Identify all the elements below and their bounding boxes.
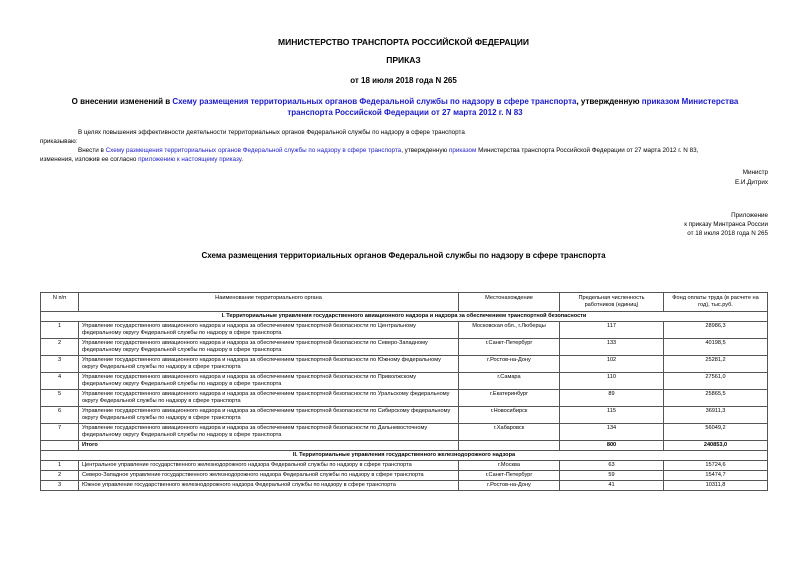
row-number: 4 <box>41 373 79 390</box>
appendix-line3: от 18 июля 2018 года N 265 <box>687 230 768 237</box>
total-label: Итого <box>79 441 459 451</box>
table-row <box>41 461 768 471</box>
row-fund: 10311,8 <box>664 481 768 491</box>
row-number: 5 <box>41 390 79 407</box>
row-location: г.Москва <box>459 461 560 471</box>
row-staff: 117 <box>560 322 664 339</box>
schema-title: Схема размещения территориальных органов Федеральной службы по надзору в сфере транспорта <box>201 251 606 260</box>
row-name: Управление государственного авиационного надзора и надзора за обеспечением транспортной безопасности по Северо-Западному федеральному округу Федеральной службы по надзору в сфере транспорта <box>79 339 459 356</box>
row-number: 3 <box>41 481 79 491</box>
row-location: г.Санкт-Петербург <box>459 339 560 356</box>
row-location: г.Самара <box>459 373 560 390</box>
table-row <box>41 390 768 407</box>
table-row <box>41 424 768 441</box>
row-fund: 15474,7 <box>664 471 768 481</box>
row-staff: 102 <box>560 356 664 373</box>
row-fund: 25281,2 <box>664 356 768 373</box>
row-staff: 59 <box>560 471 664 481</box>
doc-type-heading: ПРИКАЗ <box>386 55 421 65</box>
row-fund: 15724,6 <box>664 461 768 471</box>
table-row <box>41 356 768 373</box>
row-fund: 25865,5 <box>664 390 768 407</box>
section-row-railway <box>41 451 768 461</box>
row-staff: 63 <box>560 461 664 471</box>
header-name: Наименование территориального органа <box>79 293 459 312</box>
row-location: г.Ростов-на-Дону <box>459 356 560 373</box>
doc-date-number: от 18 июля 2018 года N 265 <box>350 76 457 85</box>
territorial-bodies-table <box>40 292 768 491</box>
signature-position: Министр <box>742 169 768 176</box>
order-paragraph-line2 <box>40 155 243 164</box>
p-end: . <box>241 156 244 163</box>
row-location: Московская обл., г.Люберцы <box>459 322 560 339</box>
order-paragraph-line1 <box>78 146 698 155</box>
row-fund: 36911,3 <box>664 407 768 424</box>
intro-paragraph: В целях повышения эффективности деятельности территориальных органов Федеральной службы по надзору в сфере транспорта <box>78 129 465 136</box>
appendix-line2: к приказу Минтранса России <box>684 221 768 228</box>
appendix-link[interactable]: приложению к настоящему приказу <box>138 156 242 163</box>
signature-name: Е.И.Дитрих <box>734 179 768 186</box>
schema-link[interactable]: Схему размещения территориальных органов Федеральной службы по надзору в сфере транспорта <box>172 97 577 106</box>
table-row <box>41 471 768 481</box>
row-location: г.Новосибирск <box>459 407 560 424</box>
header-staff: Предельная численность работников (единиц) <box>560 293 664 312</box>
table-header-row <box>41 293 768 312</box>
header-location: Местонахождение <box>459 293 560 312</box>
header-fund: Фонд оплаты труда (в расчете на год), тыс.руб. <box>664 293 768 312</box>
total-staff: 800 <box>560 441 664 451</box>
table-row <box>41 373 768 390</box>
row-name: Управление государственного авиационного надзора и надзора за обеспечением транспортной безопасности по Уральскому федеральному округу Федеральной службы по надзору в сфере транспорта <box>79 390 459 407</box>
row-location: г.Екатеринбург <box>459 390 560 407</box>
row-fund: 56049,2 <box>664 424 768 441</box>
total-fund: 240853,0 <box>664 441 768 451</box>
row-staff: 134 <box>560 424 664 441</box>
p-mid2: Министерства транспорта Российской Федерации от 27 марта 2012 г. N 83, <box>476 147 699 154</box>
order-word: приказываю: <box>40 138 78 145</box>
section-title: I. Территориальные управления государственного авиационного надзора и надзора за обеспечением транспортной безопасности <box>41 312 768 322</box>
document-title <box>60 96 750 118</box>
table-row <box>41 339 768 356</box>
p-mid: , утвержденную <box>401 147 449 154</box>
row-name: Центральное управление государственного железнодорожного надзора Федеральной службы по надзору в сфере транспорта <box>79 461 459 471</box>
row-staff: 115 <box>560 407 664 424</box>
row-staff: 133 <box>560 339 664 356</box>
p-line2-prefix: изменения, изложив ее согласно <box>40 156 139 163</box>
total-empty-loc <box>459 441 560 451</box>
row-name: Управление государственного авиационного надзора и надзора за обеспечением транспортной безопасности по Сибирскому федеральному округу Федеральной службы по надзору в сфере транспорта <box>79 407 459 424</box>
row-name: Южное управление государственного железнодорожного надзора Федеральной службы по надзору в сфере транспорта <box>79 481 459 491</box>
row-fund: 28986,3 <box>664 322 768 339</box>
row-number: 1 <box>41 322 79 339</box>
title-mid: , утвержденную <box>576 97 642 106</box>
row-location: г.Санкт-Петербург <box>459 471 560 481</box>
total-empty <box>41 441 79 451</box>
row-name: Северо-Западное управление государственного железнодорожного надзора Федеральной службы по надзору в сфере транспорта <box>79 471 459 481</box>
row-number: 2 <box>41 471 79 481</box>
row-name: Управление государственного авиационного надзора и надзора за обеспечением транспортной безопасности по Приволжскому федеральному округу Федеральной службы по надзору в сфере транспорта <box>79 373 459 390</box>
p-prefix: Внести в <box>78 147 106 154</box>
row-staff: 89 <box>560 390 664 407</box>
order-link-inline[interactable]: приказом <box>448 147 477 154</box>
row-fund: 40198,5 <box>664 339 768 356</box>
table-row <box>41 407 768 424</box>
table-row <box>41 322 768 339</box>
schema-link-inline[interactable]: Схему размещения территориальных органов Федеральной службы по надзору в сфере транспорта <box>105 147 402 154</box>
row-number: 1 <box>41 461 79 471</box>
row-number: 2 <box>41 339 79 356</box>
row-number: 6 <box>41 407 79 424</box>
appendix-label: Приложение <box>731 212 768 219</box>
total-row <box>41 441 768 451</box>
title-prefix: О внесении изменений в <box>71 97 173 106</box>
section-title: II. Территориальные управления государственного железнодорожного надзора <box>41 451 768 461</box>
header-number: N п/п <box>41 293 79 312</box>
row-name: Управление государственного авиационного надзора и надзора за обеспечением транспортной безопасности по Дальневосточному федеральному округу Федеральной службы по надзору в сфере транспорта <box>79 424 459 441</box>
section-row-aviation <box>41 312 768 322</box>
row-location: г.Ростов-на-Дону <box>459 481 560 491</box>
row-fund: 27561,0 <box>664 373 768 390</box>
row-staff: 41 <box>560 481 664 491</box>
order-link[interactable]: приказом Министерства транспорта Российской Федерации от 27 марта 2012 г. N 83 <box>287 97 739 117</box>
table-row <box>41 481 768 491</box>
row-number: 7 <box>41 424 79 441</box>
row-staff: 110 <box>560 373 664 390</box>
row-location: г.Хабаровск <box>459 424 560 441</box>
row-name: Управление государственного авиационного надзора и надзора за обеспечением транспортной безопасности по Южному федеральному округу Федеральной службы по надзору в сфере транспорта <box>79 356 459 373</box>
row-number: 3 <box>41 356 79 373</box>
row-name: Управление государственного авиационного надзора и надзора за обеспечением транспортной безопасности по Центральному федеральному округу Федеральной службы по надзору в сфере транспорта <box>79 322 459 339</box>
ministry-heading: МИНИСТЕРСТВО ТРАНСПОРТА РОССИЙСКОЙ ФЕДЕРАЦИИ <box>278 37 529 47</box>
